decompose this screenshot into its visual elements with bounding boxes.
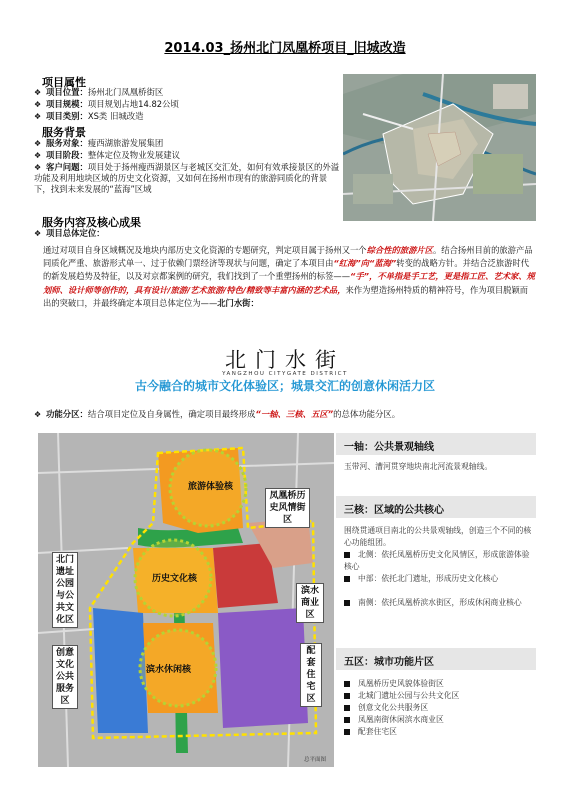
- attribute-category: ❖ 项目类别：XS类 旧城改造: [34, 111, 144, 121]
- project-logo-subtitle: YANGZHOU CITYGATE DISTRICT: [222, 371, 348, 377]
- zones-item-2: 北城门遗址公园与公共文化区: [344, 690, 532, 702]
- services-heading: 服务内容及核心成果: [42, 216, 141, 229]
- label-fenghuang-district: 凤凰桥历史风情街区: [265, 488, 310, 528]
- aerial-site-map: [343, 74, 536, 221]
- plan-note: 总平面图: [303, 757, 326, 763]
- cores-heading: 三核：区域的公共核心: [336, 496, 536, 518]
- positioning-paragraph: 通过对项目自身区域概况及地块内部历史文化资源的专题研究，判定项目属于扬州又一个综合性的旅游片区。结合扬州目前的旅游产品同质化严重、旅游形式单一、过于依赖门票经济等现状与问题，确定了本项目由“红海”向“蓝海”转变的战略方针。并结合泛旅游时代的新发展趋势及特征，以及对京都案例的研究，我们找到了一个重塑扬州的标签——“手”，不单指是手工艺，更是指工匠、艺术家、规划师、设计师等创作的，具有设计/旅游/艺术旅游/特色/精致等丰富内涵的艺术品，来作为塑造扬州特质的精神符号，作为项目脱颖而出的突破口，并最终确定本项目总体定位为——北门水街：: [43, 245, 535, 308]
- axis-text: 玉带河、漕河贯穿地块南北河流景观轴线。: [344, 462, 493, 471]
- axis-heading: 一轴：公共景观轴线: [336, 433, 536, 455]
- cores-item-south: 南侧：依托凤凰桥滨水街区，形成休闲商业核心: [344, 597, 532, 609]
- label-peitao-zone: 配套住宅区: [300, 643, 322, 707]
- zoning-map: [38, 433, 334, 767]
- background-stage: ❖ 项目阶段：整体定位及物业发展建议: [34, 150, 180, 160]
- label-binshui-zone: 滨水商业区: [296, 583, 324, 623]
- cores-text: 围绕贯通项目南北的公共景观轴线，创造三个不同的核心功能组团。: [344, 526, 532, 547]
- page-title: 2014.03_扬州北门凤凰桥项目_旧城改造: [164, 41, 406, 56]
- background-client: ❖ 服务对象：瘦西湖旅游发展集团: [34, 138, 164, 148]
- project-slogan: 古今融合的城市文化体验区；城景交汇的创意休闲活力区: [134, 379, 435, 393]
- background-problem: ❖ 客户问题：项目处于扬州瘦西湖景区与老城区交汇处，如何有效承接景区的外溢功能及利用地块区域的历史文化资源，又如何在扬州市现有的旅游同质化的背景下，找到未来发展的“蓝海”区域: [34, 162, 340, 194]
- zones-item-4: 凤凰南街休闲滨水商业区: [344, 714, 532, 726]
- services-sub-heading: ❖ 项目总体定位：: [34, 228, 105, 238]
- zoning-legend-panel: [336, 433, 536, 767]
- project-logo-title: 北门水街: [225, 348, 345, 372]
- zones-item-1: 凤凰桥历史风貌体验街区: [344, 678, 532, 690]
- label-history-core: 历史文化核: [152, 574, 198, 584]
- label-tourism-core: 旅游体验核: [188, 482, 234, 492]
- cores-item-north: 北侧：依托凤凰桥历史文化风情区，形成旅游体验核心: [344, 550, 530, 571]
- attribute-location: ❖ 项目位置：扬州北门凤凰桥街区: [34, 87, 164, 97]
- attribute-scale: ❖ 项目规模：项目规划占地14.82公顷: [34, 99, 179, 109]
- zones-heading: 五区：城市功能片区: [336, 648, 536, 670]
- zones-item-5: 配套住宅区: [344, 726, 532, 738]
- label-beimen-zone: 北门遗址公园与公共文化区: [52, 552, 78, 628]
- background-heading: 服务背景: [42, 126, 86, 139]
- cores-item-middle: 中部：依托北门遗址，形成历史文化核心: [344, 573, 532, 585]
- attributes-heading: 项目属性: [42, 76, 86, 89]
- label-creative-zone: 创意文化公共服务区: [52, 645, 78, 709]
- function-zoning-line: ❖ 功能分区：结合项目定位及自身属性，确定项目最终形成“一轴、三核、五区”的总体功能分区。: [34, 409, 401, 419]
- label-leisure-core: 滨水休闲核: [146, 665, 192, 675]
- zones-item-3: 创意文化公共服务区: [344, 702, 532, 714]
